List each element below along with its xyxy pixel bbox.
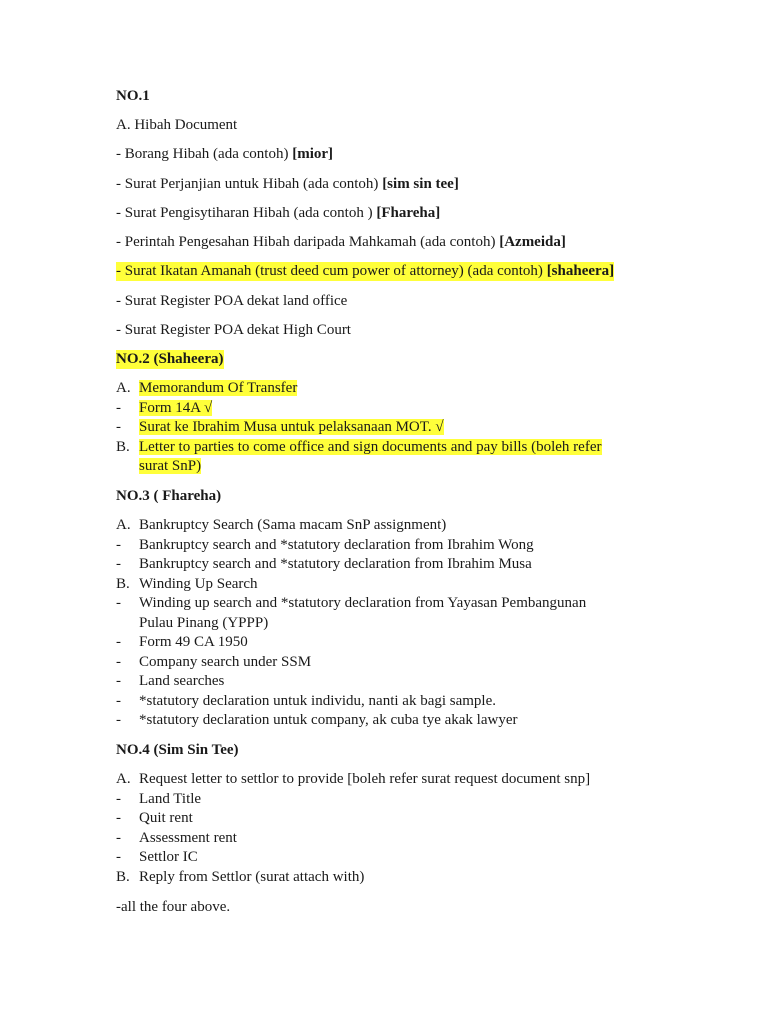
list-marker: - [116,693,121,709]
list-item [116,457,201,477]
list-marker: A. [116,380,131,396]
item-text: Pulau Pinang (YPPP) [139,615,269,631]
list-item [116,692,496,712]
list-item [116,438,602,458]
list-item [116,536,534,556]
list-item [116,555,532,575]
item-text: Assessment rent [139,830,237,846]
list-item [116,790,201,810]
item-text: *statutory declaration untuk company, ak cuba tye akak lawyer [139,712,518,728]
section-4-footer: -all the four above. [116,899,231,915]
list-marker: - [116,400,121,416]
list-marker: B. [116,869,130,885]
item-text: Surat ke Ibrahim Musa untuk pelaksanaan MOT. √ [139,419,444,435]
list-item [116,175,459,194]
item-text: Bankruptcy search and *statutory declaration from Ibrahim Wong [139,537,534,553]
list-marker: - [116,556,121,572]
item-text: Settlor IC [139,849,198,865]
list-marker: - [116,830,121,846]
list-item [116,614,268,634]
list-marker: - [116,673,121,689]
section-1-heading: A. Hibah Document [116,117,238,133]
list-marker: - [116,810,121,826]
list-item [116,653,311,673]
section-2-title: NO.2 (Shaheera) [116,351,224,367]
list-item [116,633,248,653]
item-text: - Surat Register POA dekat High Court [116,322,351,338]
assignee-label: [Azmeida] [499,234,566,250]
item-text: - Perintah Pengesahan Hibah daripada Mahkamah (ada contoh) [116,234,500,250]
item-text: - Surat Perjanjian untuk Hibah (ada contoh) [116,176,383,192]
list-marker: A. [116,771,131,787]
list-marker: - [116,595,121,611]
item-text: Reply from Settlor (surat attach with) [139,869,365,885]
item-text: Bankruptcy Search (Sama macam SnP assignment) [139,517,447,533]
item-text: Company search under SSM [139,654,312,670]
list-marker: B. [116,576,130,592]
item-text: - Surat Ikatan Amanah (trust deed cum power of attorney) (ada contoh) [116,263,547,279]
list-item [116,233,566,252]
item-text: Land searches [139,673,225,689]
list-item-highlighted [116,262,614,281]
list-marker: - [116,419,121,435]
section-4-title: NO.4 (Sim Sin Tee) [116,742,239,758]
list-item [116,672,224,692]
list-marker: - [116,634,121,650]
list-marker: B. [116,439,130,455]
list-item [116,292,347,311]
list-item [116,770,590,790]
item-text: Request letter to settlor to provide [boleh refer surat request document snp] [139,771,591,787]
assignee-label: [Fhareha] [376,205,441,221]
assignee-label: [sim sin tee] [382,176,459,192]
list-item [116,594,586,614]
item-text: Memorandum Of Transfer [139,380,298,396]
list-marker: - [116,537,121,553]
item-text: *statutory declaration untuk individu, nanti ak bagi sample. [139,693,497,709]
item-text: Winding Up Search [139,576,258,592]
list-marker: - [116,849,121,865]
list-item [116,321,351,340]
list-item [116,829,237,849]
list-marker: - [116,654,121,670]
list-item [116,399,212,419]
item-text: Winding up search and *statutory declaration from Yayasan Pembangunan [139,595,587,611]
assignee-label: [mior] [292,146,334,162]
item-text: Bankruptcy search and *statutory declaration from Ibrahim Musa [139,556,532,572]
section-3-title: NO.3 ( Fhareha) [116,488,222,504]
item-text: Form 14A √ [139,400,213,416]
item-text: Quit rent [139,810,193,826]
list-item [116,868,364,888]
list-item [116,204,440,223]
list-marker: A. [116,517,131,533]
item-text: - Surat Pengisytiharan Hibah (ada contoh ) [116,205,377,221]
list-item [116,711,517,731]
list-item [116,575,258,595]
item-text: Land Title [139,791,202,807]
list-marker: - [116,712,121,728]
list-marker: - [116,791,121,807]
section-1-title: NO.1 [116,88,150,104]
item-text: surat SnP) [139,458,202,474]
list-item [116,145,333,164]
item-text: - Surat Register POA dekat land office [116,293,348,309]
item-text: Letter to parties to come office and sign documents and pay bills (boleh refer [139,439,602,455]
list-item [116,848,198,868]
item-text: - Borang Hibah (ada contoh) [116,146,293,162]
item-text: Form 49 CA 1950 [139,634,248,650]
assignee-label: [shaheera] [546,263,615,279]
list-item [116,418,444,438]
list-item [116,516,446,536]
list-item [116,379,297,399]
list-item [116,809,193,829]
